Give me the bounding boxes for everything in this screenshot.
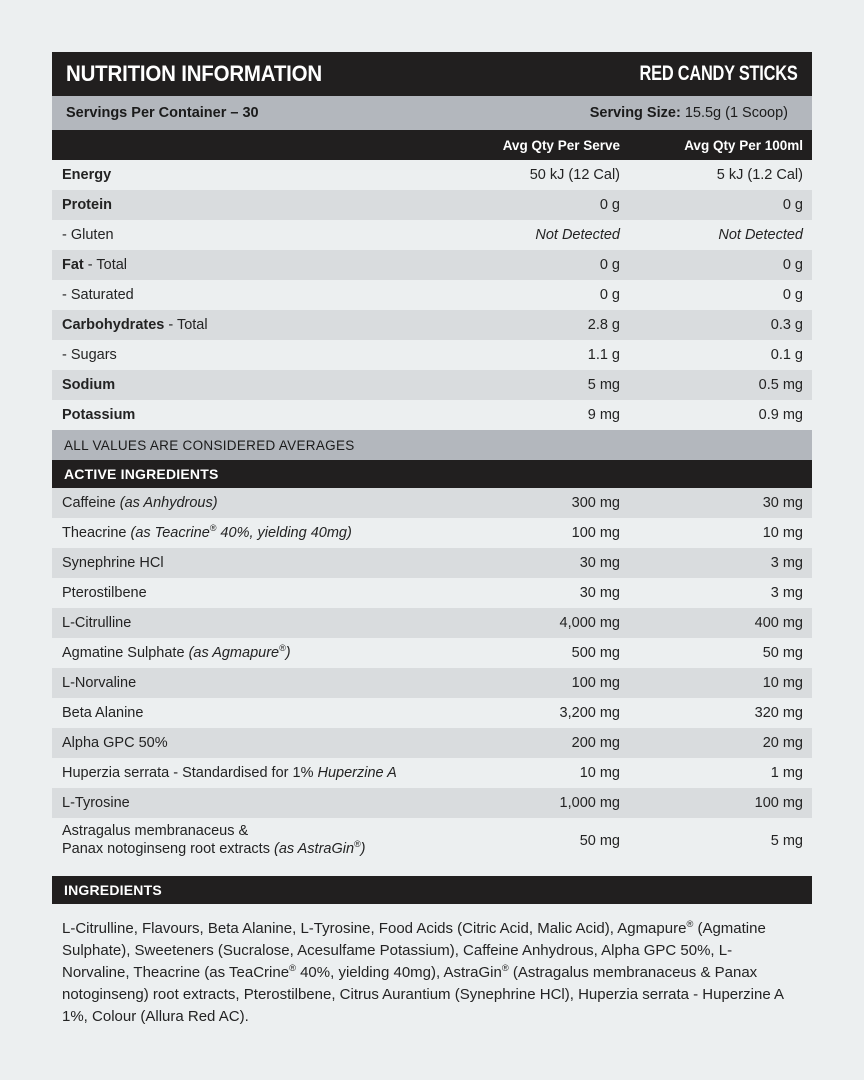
nutrient-value-per-100ml: 0 g: [782, 287, 803, 303]
active-ingredient-name: Huperzia serrata - Standardised for 1% Huperzine A: [62, 765, 397, 781]
table-row: [52, 758, 812, 788]
column-header-per-serve: Avg Qty Per Serve: [502, 137, 620, 153]
active-ingredient-per-100ml: 5 mg: [770, 833, 803, 849]
active-ingredient-name: Caffeine (as Anhydrous): [62, 495, 218, 511]
table-row: [52, 818, 812, 864]
nutrient-value-per-serve: 9 mg: [587, 407, 620, 423]
active-ingredient-per-serve: 30 mg: [579, 585, 620, 601]
active-ingredient-name: Astragalus membranaceus & Panax notoginseng root extracts (as AstraGin®): [62, 823, 366, 857]
nutrient-value-per-serve: 0 g: [599, 287, 620, 303]
servings-bar: [52, 96, 812, 130]
nutrient-value-per-serve: 2.8 g: [587, 317, 620, 333]
active-ingredient-per-100ml: 20 mg: [762, 735, 803, 751]
table-row: [52, 220, 812, 250]
active-ingredient-name: Agmatine Sulphate (as Agmapure®): [62, 643, 291, 661]
active-ingredient-name: Alpha GPC 50%: [62, 735, 168, 751]
active-ingredient-per-100ml: 10 mg: [762, 675, 803, 691]
serving-size-value: 15.5g (1 Scoop): [684, 105, 788, 121]
nutrient-name: Fat - Total: [62, 257, 128, 273]
serving-size-label: Serving Size:: [589, 105, 681, 121]
active-ingredient-name: Theacrine (as Teacrine® 40%, yielding 40mg): [62, 523, 352, 541]
active-ingredient-name: L-Norvaline: [62, 675, 137, 691]
nutrient-value-per-serve: 0 g: [599, 197, 620, 213]
active-ingredient-per-serve: 3,200 mg: [559, 705, 620, 721]
active-ingredient-per-serve: 10 mg: [579, 765, 620, 781]
table-row: [52, 728, 812, 758]
active-ingredient-name: L-Tyrosine: [62, 795, 130, 811]
page-title: NUTRITION INFORMATION: [66, 61, 322, 86]
ingredients-header: INGREDIENTS: [52, 876, 812, 904]
active-ingredient-per-serve: 50 mg: [579, 833, 620, 849]
servings-per-container: Servings Per Container – 30: [66, 105, 259, 121]
active-ingredient-per-100ml: 10 mg: [762, 525, 803, 541]
active-ingredient-per-100ml: 3 mg: [770, 585, 803, 601]
active-ingredient-per-100ml: 1 mg: [770, 765, 803, 781]
table-row: [52, 488, 812, 518]
table-row: [52, 250, 812, 280]
active-ingredient-per-100ml: 3 mg: [770, 555, 803, 571]
nutrient-value-per-100ml: 5 kJ (1.2 Cal): [716, 167, 803, 183]
nutrient-name: Potassium: [62, 407, 136, 423]
table-row: [52, 548, 812, 578]
nutrient-value-per-serve: 5 mg: [587, 377, 620, 393]
active-ingredient-per-serve: 100 mg: [571, 525, 620, 541]
nutrient-value-per-serve: 0 g: [599, 257, 620, 273]
table-row: [52, 578, 812, 608]
ingredients-body: L-Citrulline, Flavours, Beta Alanine, L-Tyrosine, Food Acids (Citric Acid, Malic Acid), Agmapure® (Agmatine Sulphate), Sweeteners (Sucralose, Acesulfame Potassium), Caffeine Anhydrous, Alpha GPC 50%, L-Norvaline, Theacrine (as TeaCrine® 40%, yielding 40mg), AstraGin® (Astragalus membranaceus & Panax notoginseng) root extracts, Pterostilbene, Citrus Aurantium (Synephrine HCl), Huperzia serrata - Huperzine A 1%, Colour (Allura Red AC).: [52, 904, 812, 1028]
active-ingredient-name: L-Citrulline: [62, 615, 132, 631]
nutrient-value-per-100ml: 0 g: [782, 197, 803, 213]
active-ingredient-name: Pterostilbene: [62, 585, 147, 601]
nutrient-value-per-100ml: 0 g: [782, 257, 803, 273]
nutrition-table-body: [52, 160, 812, 430]
serving-size: [590, 105, 798, 121]
table-row: [52, 608, 812, 638]
table-row: [52, 280, 812, 310]
nutrient-value-per-100ml: 0.3 g: [770, 317, 803, 333]
table-row: [52, 370, 812, 400]
table-row: [52, 698, 812, 728]
product-flavour-title: RED CANDY STICKS: [640, 62, 798, 85]
active-ingredient-per-100ml: 320 mg: [754, 705, 803, 721]
active-ingredient-per-serve: 300 mg: [571, 495, 620, 511]
table-row: [52, 400, 812, 430]
nutrient-name: - Sugars: [62, 347, 117, 363]
active-ingredient-per-serve: 500 mg: [571, 645, 620, 661]
nutrient-value-per-100ml: 0.9 mg: [758, 407, 803, 423]
nutrient-name: Protein: [62, 197, 112, 213]
table-row: [52, 310, 812, 340]
table-row: [52, 160, 812, 190]
nutrient-name: Energy: [62, 167, 112, 183]
table-row: [52, 788, 812, 818]
table-row: [52, 668, 812, 698]
table-row: [52, 190, 812, 220]
active-ingredient-per-serve: 200 mg: [571, 735, 620, 751]
nutrient-name: Carbohydrates - Total: [62, 317, 208, 333]
table-column-header: [52, 130, 812, 160]
nutrient-value-per-100ml: 0.1 g: [770, 347, 803, 363]
panel-title-bar: [52, 52, 812, 96]
active-ingredient-per-100ml: 100 mg: [754, 795, 803, 811]
nutrient-value-per-serve: 50 kJ (12 Cal): [529, 167, 620, 183]
table-row: [52, 518, 812, 548]
table-row: [52, 340, 812, 370]
active-ingredient-per-serve: 1,000 mg: [559, 795, 620, 811]
active-ingredient-name: Beta Alanine: [62, 705, 144, 721]
nutrient-name: Sodium: [62, 377, 116, 393]
active-ingredient-per-serve: 4,000 mg: [559, 615, 620, 631]
active-ingredients-table-body: [52, 488, 812, 864]
nutrient-value-per-100ml: Not Detected: [718, 227, 803, 243]
column-header-per-100ml: Avg Qty Per 100ml: [684, 137, 803, 153]
nutrient-value-per-100ml: 0.5 mg: [758, 377, 803, 393]
nutrient-name: - Gluten: [62, 227, 114, 243]
nutrient-value-per-serve: 1.1 g: [587, 347, 620, 363]
nutrition-panel: [52, 52, 812, 1028]
active-ingredient-per-serve: 30 mg: [579, 555, 620, 571]
table-row: [52, 638, 812, 668]
active-ingredients-header: ACTIVE INGREDIENTS: [52, 460, 812, 488]
active-ingredient-per-100ml: 400 mg: [754, 615, 803, 631]
nutrient-name: - Saturated: [62, 287, 134, 303]
nutrient-value-per-serve: Not Detected: [535, 227, 620, 243]
active-ingredient-per-100ml: 50 mg: [762, 645, 803, 661]
active-ingredient-per-serve: 100 mg: [571, 675, 620, 691]
active-ingredient-per-100ml: 30 mg: [762, 495, 803, 511]
averages-note: ALL VALUES ARE CONSIDERED AVERAGES: [52, 430, 812, 460]
active-ingredient-name: Synephrine HCl: [62, 555, 164, 571]
